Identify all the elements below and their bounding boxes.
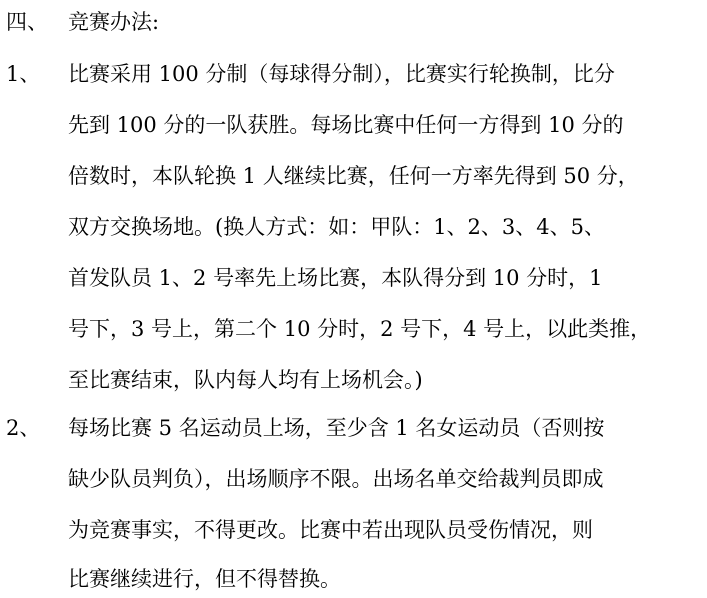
item-text: 比赛采用 100 分制（每球得分制），比赛实行轮换制，比分	[68, 62, 615, 86]
item-text: 至比赛结束，队内每人均有上场机会。)	[68, 368, 423, 392]
item-text: 每场比赛 5 名运动员上场，至少含 1 名女运动员（否则按	[68, 416, 605, 440]
section-number: 四、	[6, 10, 48, 34]
item-text: 缺少队员判负），出场顺序不限。出场名单交给裁判员即成	[68, 467, 604, 491]
section-title: 竞赛办法:	[68, 10, 160, 34]
item-text: 号下，3 号上，第二个 10 分时，2 号下，4 号上，以此类推，	[68, 317, 652, 341]
item-number: 2、	[6, 416, 41, 440]
item-text: 双方交换场地。(换人方式：如：甲队：1、2、3、4、5、	[68, 215, 605, 239]
item-text: 倍数时，本队轮换 1 人继续比赛，任何一方率先得到 50 分，	[68, 164, 639, 188]
item-text: 首发队员 1、2 号率先上场比赛，本队得分到 10 分时，1	[68, 266, 603, 290]
item-number: 1、	[6, 62, 41, 86]
item-text: 为竞赛事实，不得更改。比赛中若出现队员受伤情况，则	[68, 518, 593, 542]
item-text: 先到 100 分的一队获胜。每场比赛中任何一方得到 10 分的	[68, 113, 624, 137]
item-text: 比赛继续进行，但不得替换。	[68, 567, 341, 591]
